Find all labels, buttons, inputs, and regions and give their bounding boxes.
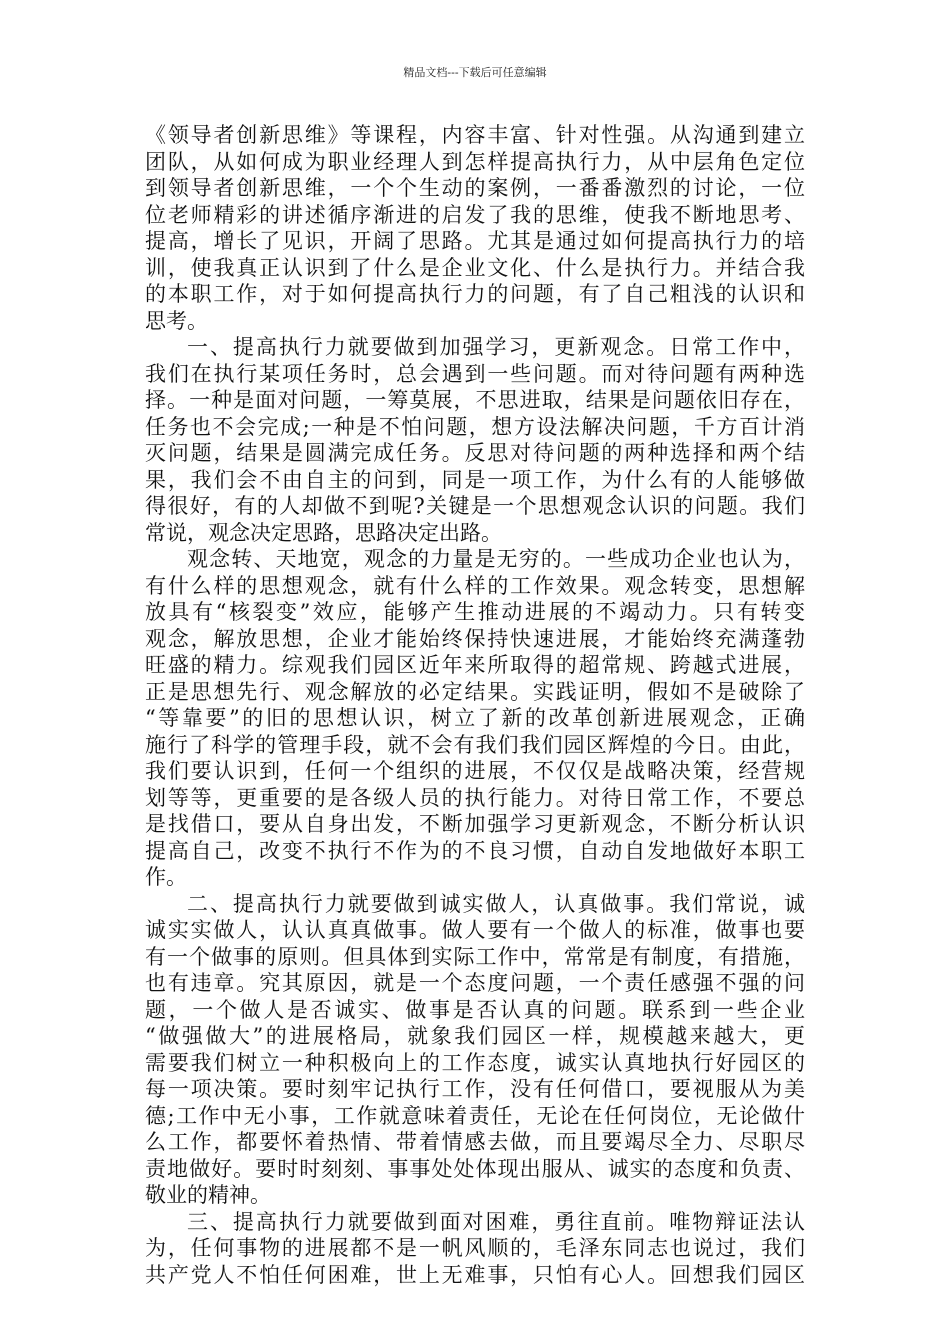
text-line: 有一个做事的原则。但具体到实际工作中，常常是有制度，有措施， — [145, 944, 805, 969]
text-line: 德;工作中无小事，工作就意味着责任，无论在任何岗位，无论做什 — [145, 1103, 805, 1128]
text-line: 提高自己，改变不执行不作为的不良习惯，自动自发地做好本职工 — [145, 838, 805, 863]
text-line: 的本职工作，对于如何提高执行力的问题，有了自己粗浅的认识和 — [145, 282, 805, 306]
text-line: 作。 — [145, 865, 187, 889]
text-line: 观念，解放思想，企业才能始终保持快速进展，才能始终充满蓬勃 — [145, 626, 805, 651]
text-line: 是找借口，要从自身出发，不断加强学习更新观念，不断分析认识 — [145, 812, 805, 836]
text-line: 旺盛的精力。综观我们园区近年来所取得的超常规、跨越式进展， — [145, 653, 805, 677]
text-line: 为，任何事物的进展都不是一帆风顺的，毛泽东同志也说过，我们 — [145, 1236, 805, 1260]
text-line: 有什么样的思想观念，就有什么样的工作效果。观念转变，思想解 — [145, 573, 805, 598]
text-line: 得很好，有的人却做不到呢?关键是一个思想观念认识的问题。我们 — [145, 494, 805, 518]
text-line: 么工作，都要怀着热情、带着情感去做，而且要竭尽全力、尽职尽 — [145, 1130, 805, 1154]
paragraph-first-line: 三、提高执行力就要做到面对困难，勇往直前。唯物辩证法认 — [187, 1209, 805, 1234]
text-line: 《领导者创新思维》等课程，内容丰富、针对性强。从沟通到建立 — [145, 123, 805, 147]
text-line: 划等等，更重要的是各级人员的执行能力。对待日常工作，不要总 — [145, 785, 805, 810]
text-line: 我们要认识到，任何一个组织的进展，不仅仅是战略决策，经营规 — [145, 759, 805, 783]
text-line: 需要我们树立一种积极向上的工作态度，诚实认真地执行好园区的 — [145, 1050, 805, 1075]
text-line: 到领导者创新思维，一个个生动的案例，一番番激烈的讨论，一位 — [145, 176, 805, 200]
text-line: 正是思想先行、观念解放的必定结果。实践证明，假如不是破除了 — [145, 679, 805, 704]
text-line: 题，一个做人是否诚实、做事是否认真的问题。联系到一些企业 — [145, 997, 805, 1022]
text-line: 敬业的精神。 — [145, 1183, 271, 1207]
text-line: 灭问题，结果是圆满完成任务。反思对待问题的两种选择和两个结 — [145, 441, 805, 465]
text-line: 思考。 — [145, 308, 208, 333]
text-line: 诚实实做人，认认真真做事。做人要有一个做人的标准，做事也要 — [145, 918, 805, 942]
text-line: 我们在执行某项任务时，总会遇到一些问题。而对待问题有两种选 — [145, 361, 805, 386]
text-line: 果，我们会不由自主的问到，同是一项工作，为什么有的人能够做 — [145, 467, 805, 492]
document-body — [145, 122, 805, 1288]
text-line: 择。一种是面对问题，一筹莫展，不思进取，结果是问题依旧存在， — [145, 388, 805, 412]
page-header: 精品文档---下载后可任意编辑 — [403, 66, 547, 79]
text-line: 位老师精彩的讲述循序渐进的启发了我的思维，使我不断地思考、 — [145, 202, 805, 227]
text-line: 也有违章。究其原因，就是一个态度问题，一个责任感强不强的问 — [145, 971, 805, 995]
text-line: 任务也不会完成;一种是不怕问题，想方设法解决问题，千方百计消 — [145, 414, 805, 439]
text-line: “做强做大”的进展格局，就象我们园区一样，规模越来越大，更 — [145, 1024, 805, 1048]
text-line: 提高，增长了见识，开阔了思路。尤其是通过如何提高执行力的培 — [145, 229, 805, 253]
text-line: 常说，观念决定思路，思路决定出路。 — [145, 520, 502, 545]
text-line: 放具有“核裂变”效应，能够产生推动进展的不竭动力。只有转变 — [145, 600, 805, 624]
text-line: “等靠要”的旧的思想认识，树立了新的改革创新进展观念，正确 — [145, 706, 805, 730]
paragraph-first-line: 一、提高执行力就要做到加强学习，更新观念。日常工作中， — [187, 335, 805, 359]
text-line: 训，使我真正认识到了什么是企业文化、什么是执行力。并结合我 — [145, 255, 805, 280]
text-line: 团队，从如何成为职业经理人到怎样提高执行力，从中层角色定位 — [145, 149, 805, 174]
text-line: 施行了科学的管理手段，就不会有我们我们园区辉煌的今日。由此， — [145, 732, 805, 757]
text-line: 责地做好。要时时刻刻、事事处处体现出服从、诚实的态度和负责、 — [145, 1156, 805, 1181]
paragraph-first-line: 二、提高执行力就要做到诚实做人，认真做事。我们常说，诚 — [187, 891, 805, 916]
text-line: 共产党人不怕任何困难，世上无难事，只怕有心人。回想我们园区 — [145, 1262, 805, 1287]
paragraph-first-line: 观念转、天地宽，观念的力量是无穷的。一些成功企业也认为， — [187, 547, 805, 571]
text-line: 每一项决策。要时刻牢记执行工作，没有任何借口，要视服从为美 — [145, 1077, 805, 1101]
